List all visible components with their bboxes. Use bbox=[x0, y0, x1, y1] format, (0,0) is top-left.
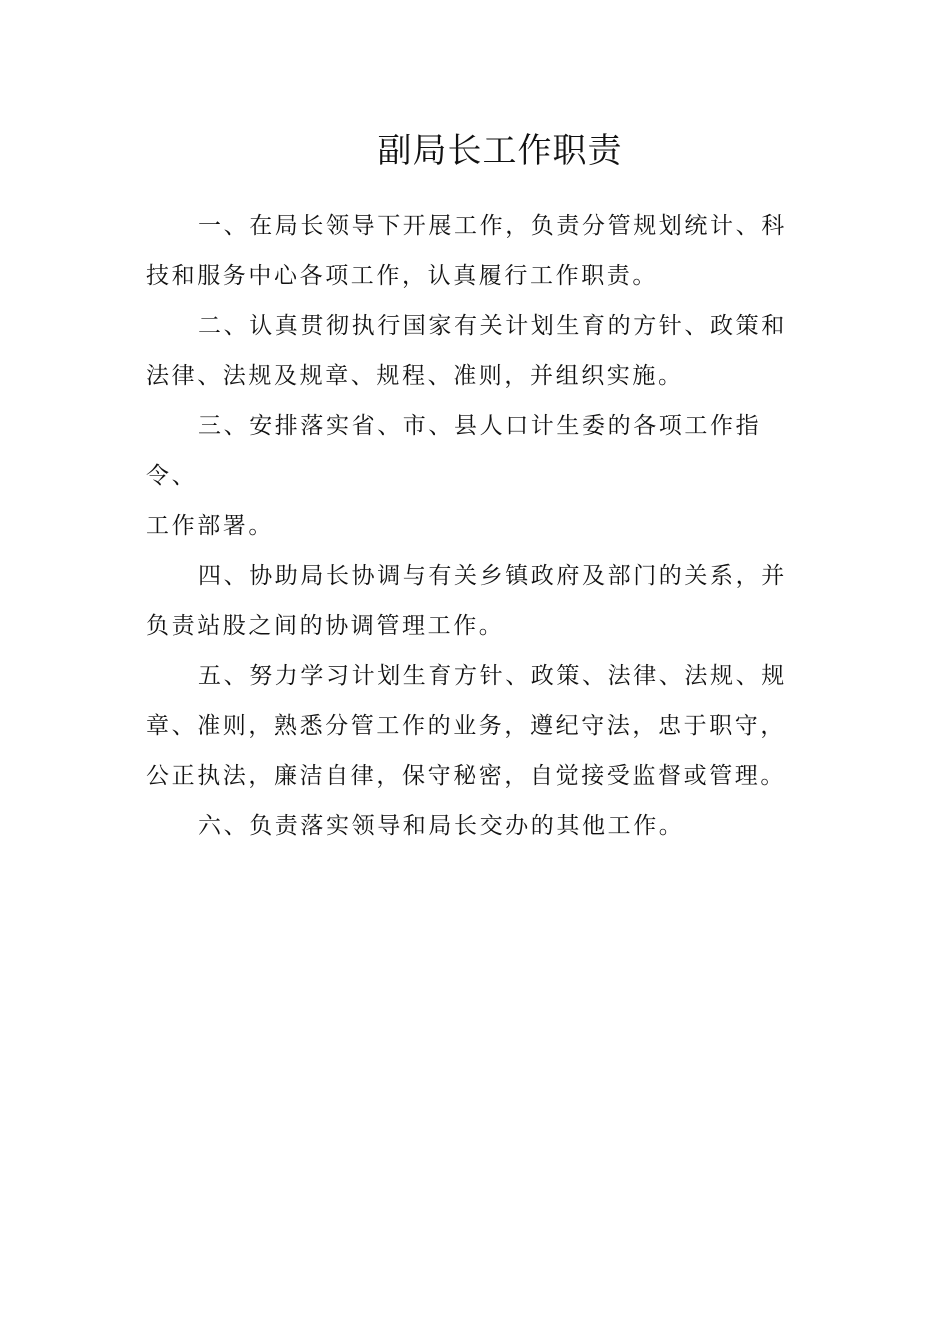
paragraph-line: 公正执法，廉洁自律，保守秘密，自觉接受监督或管理。 bbox=[146, 763, 786, 789]
paragraph-6 bbox=[146, 801, 806, 851]
paragraph-line: 技和服务中心各项工作，认真履行工作职责。 bbox=[146, 263, 658, 289]
paragraph-line: 法律、法规及规章、规程、准则，并组织实施。 bbox=[146, 363, 684, 389]
paragraph-line: 五、努力学习计划生育方针、政策、法律、法规、规 bbox=[198, 663, 787, 689]
paragraph-5 bbox=[146, 651, 806, 801]
paragraph-line: 章、准则，熟悉分管工作的业务，遵纪守法，忠于职守， bbox=[146, 713, 786, 739]
paragraph-4 bbox=[146, 551, 806, 651]
paragraph-line: 二、认真贯彻执行国家有关计划生育的方针、政策和 bbox=[198, 313, 787, 339]
paragraph-line: 四、协助局长协调与有关乡镇政府及部门的关系，并 bbox=[198, 563, 787, 589]
paragraph-line: 六、负责落实领导和局长交办的其他工作。 bbox=[198, 813, 685, 839]
document-title: 副局长工作职责 bbox=[377, 131, 623, 171]
document-body bbox=[146, 201, 806, 851]
paragraph-2 bbox=[146, 301, 806, 401]
paragraph-line: 工作部署。 bbox=[146, 513, 274, 539]
paragraph-line: 三、安排落实省、市、县人口计生委的各项工作指令、 bbox=[146, 413, 762, 489]
paragraph-line: 一、在局长领导下开展工作，负责分管规划统计、科 bbox=[198, 213, 787, 239]
paragraph-1 bbox=[146, 201, 806, 301]
paragraph-line: 负责站股之间的协调管理工作。 bbox=[146, 613, 505, 639]
paragraph-3 bbox=[146, 401, 806, 551]
